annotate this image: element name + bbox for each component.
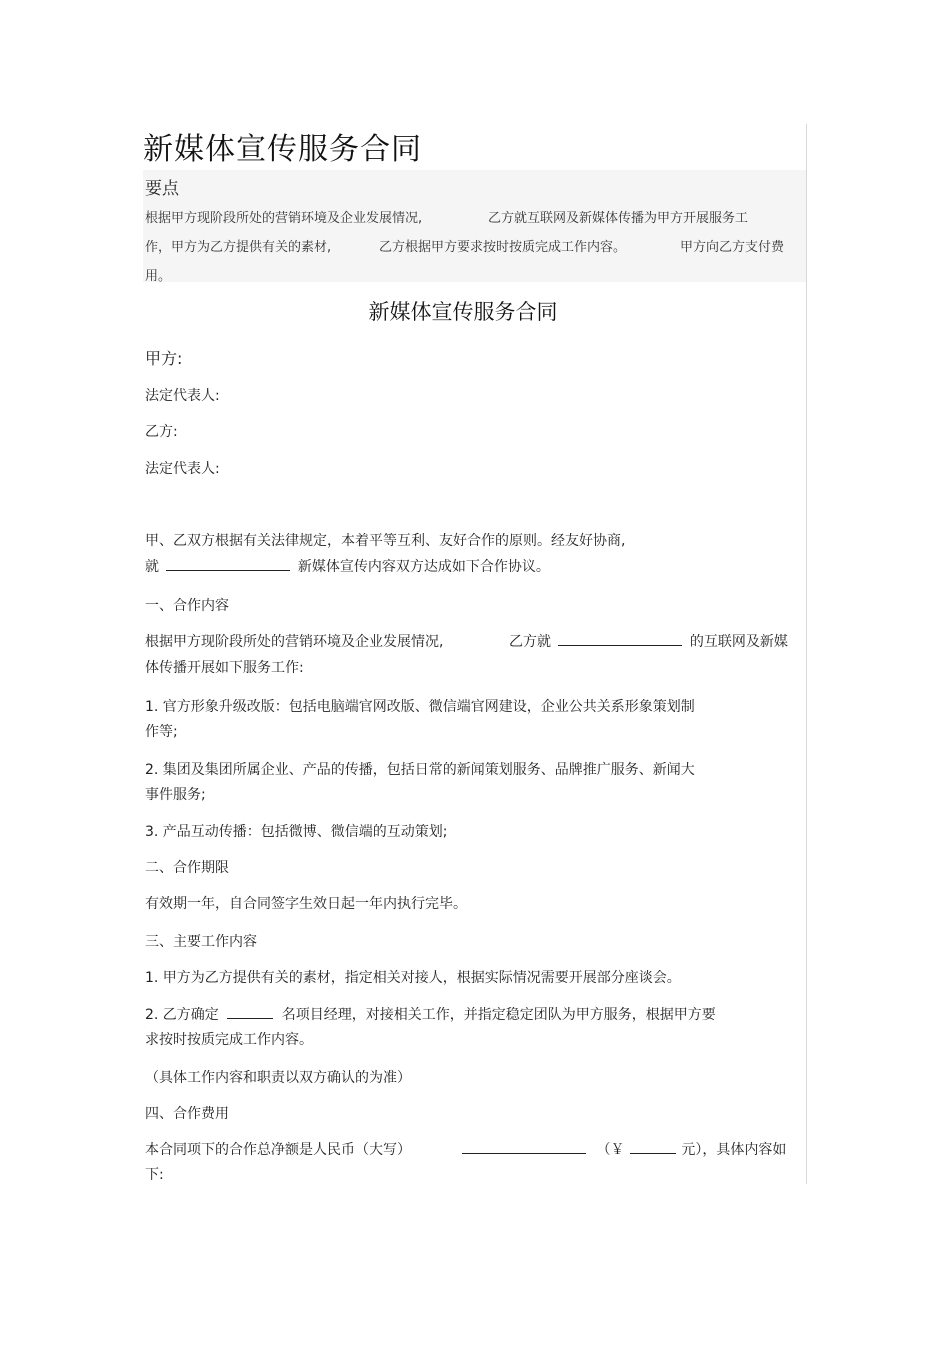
summary-line-1b: 乙方就互联网及新媒体传播为甲方开展服务工 [488, 211, 749, 226]
preamble-line-2 [145, 556, 550, 576]
section-3-item-2c: 求按时按质完成工作内容。 [145, 1032, 313, 1048]
section-3-item-2-start: 2. 乙方确定 [145, 1007, 219, 1023]
section-3-item-2-end: 名项目经理，对接相关工作，并指定稳定团队为甲方服务，根据甲方要 [281, 1007, 716, 1023]
section-1-item-2a: 2. 集团及集团所属企业、产品的传播，包括日常的新闻策划服务、品牌推广服务、新闻大 [145, 762, 695, 778]
section-1-item-3: 3. 产品互动传播：包括微博、微信端的互动策划; [145, 824, 448, 840]
section-3-item-2a [145, 1004, 716, 1024]
summary-line-2c: 甲方向乙方支付费 [680, 240, 785, 255]
section-4-text-d: 下: [145, 1167, 164, 1183]
summary-line-2b: 乙方根据甲方要求按时按质完成工作内容。 [379, 240, 627, 255]
party-a-label: 甲方: [145, 349, 183, 368]
preamble-line-2-start: 就 [145, 559, 159, 575]
summary-heading: 要点 [145, 179, 179, 199]
section-1-intro-a: 根据甲方现阶段所处的营销环境及企业发展情况, [145, 634, 444, 650]
section-4-text-b: （￥ [596, 1142, 625, 1158]
section-3-item-1: 1. 甲方为乙方提供有关的素材，指定相关对接人，根据实际情况需要开展部分座谈会。 [145, 970, 681, 986]
section-3-note: （具体工作内容和职责以双方确认的为准） [145, 1070, 411, 1086]
manager-count-blank [227, 1004, 273, 1019]
section-1-item-2b: 事件服务; [145, 787, 206, 803]
section-4-amount-line [462, 1139, 786, 1159]
summary-box [143, 170, 806, 282]
section-1-item-1b: 作等; [145, 724, 178, 740]
section-1-item-1a: 1. 官方形象升级改版：包括电脑端官网改版、微信端官网建设，企业公共关系形象策划制 [145, 699, 695, 715]
party-b-representative-label: 法定代表人: [145, 461, 220, 477]
client-name-blank [558, 631, 682, 646]
summary-line-1a: 根据甲方现阶段所处的营销环境及企业发展情况, [145, 211, 423, 226]
document-page [143, 124, 807, 1184]
section-4-text-a: 本合同项下的合作总净额是人民币（大写） [145, 1142, 411, 1158]
preamble-line-1: 甲、乙双方根据有关法律规定，本着平等互利、友好合作的原则。经友好协商, [145, 533, 626, 549]
section-4-text-c: 元），具体内容如 [681, 1142, 787, 1158]
preamble-line-2-end: 新媒体宣传内容双方达成如下合作协议。 [297, 559, 550, 575]
document-title: 新媒体宣传服务合同 [143, 132, 422, 167]
amount-number-blank [630, 1139, 676, 1154]
project-name-blank [166, 556, 290, 571]
summary-line-3: 用。 [145, 269, 172, 284]
section-1-intro-b [509, 631, 788, 651]
section-1-intro-c-text: 的互联网及新媒 [689, 634, 788, 650]
section-2-heading: 二、合作期限 [145, 860, 229, 876]
section-4-heading: 四、合作费用 [145, 1106, 229, 1122]
section-1-heading: 一、合作内容 [145, 598, 229, 614]
party-b-label: 乙方: [145, 424, 178, 440]
section-1-intro-d: 体传播开展如下服务工作: [145, 660, 304, 676]
section-2-text: 有效期一年，自合同签字生效日起一年内执行完毕。 [145, 896, 467, 912]
amount-words-blank [462, 1139, 586, 1154]
summary-line-2a: 作，甲方为乙方提供有关的素材, [145, 240, 332, 255]
section-1-intro-b-text: 乙方就 [509, 634, 551, 650]
section-3-heading: 三、主要工作内容 [145, 934, 257, 950]
contract-title: 新媒体宣传服务合同 [368, 300, 558, 324]
party-a-representative-label: 法定代表人: [145, 388, 220, 404]
